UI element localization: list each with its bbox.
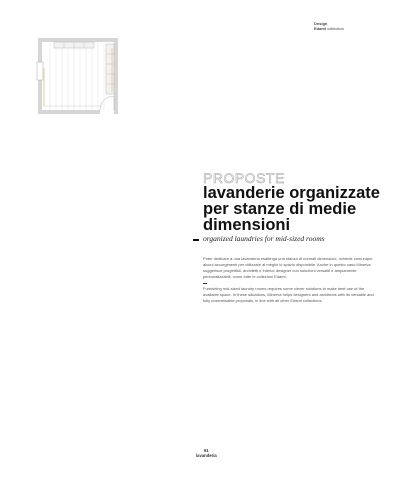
page-subtitle: organized laundries for mid-sized rooms — [203, 234, 325, 243]
subtitle-dash — [193, 239, 199, 241]
brand-line-collection — [314, 26, 344, 31]
page-number: 61 — [204, 448, 209, 453]
brand-line-design: Design — [314, 21, 328, 26]
brand-name: Edami — [314, 26, 327, 31]
laundry-floor-plan — [34, 34, 124, 120]
section-label: PROPOSTE — [203, 170, 285, 186]
paragraph-separator — [203, 283, 207, 284]
body-text — [203, 256, 381, 307]
page-title: lavanderie organizzate per stanze di medie dimensioni — [203, 184, 380, 234]
body-paragraph-english: Furnishing mid-sized laundry rooms requires some clever solutions to make best use of the available space. In these situations, Minerva helps designers and architects with its versatile and fully customisable proposals, in line with all other Edami collections. — [203, 286, 374, 303]
section-name: lavanderia — [196, 453, 217, 458]
folio — [196, 448, 217, 458]
brand-collection-word: collection — [326, 26, 344, 31]
body-paragraph-italian: Poter dedicare a una lavanderia esattinga una stanza di normali dimensioni, richiede comunque alcuni accorgimenti per utilizzare al meglio lo spazio disponibile. Anche in questo caso Minerva suggerisce progettisti, architetti e interior designer con soluzioni versatili e ampiamente personalizzabili, come tutte le collezioni Edami. — [203, 256, 373, 279]
brand-label — [314, 21, 344, 31]
